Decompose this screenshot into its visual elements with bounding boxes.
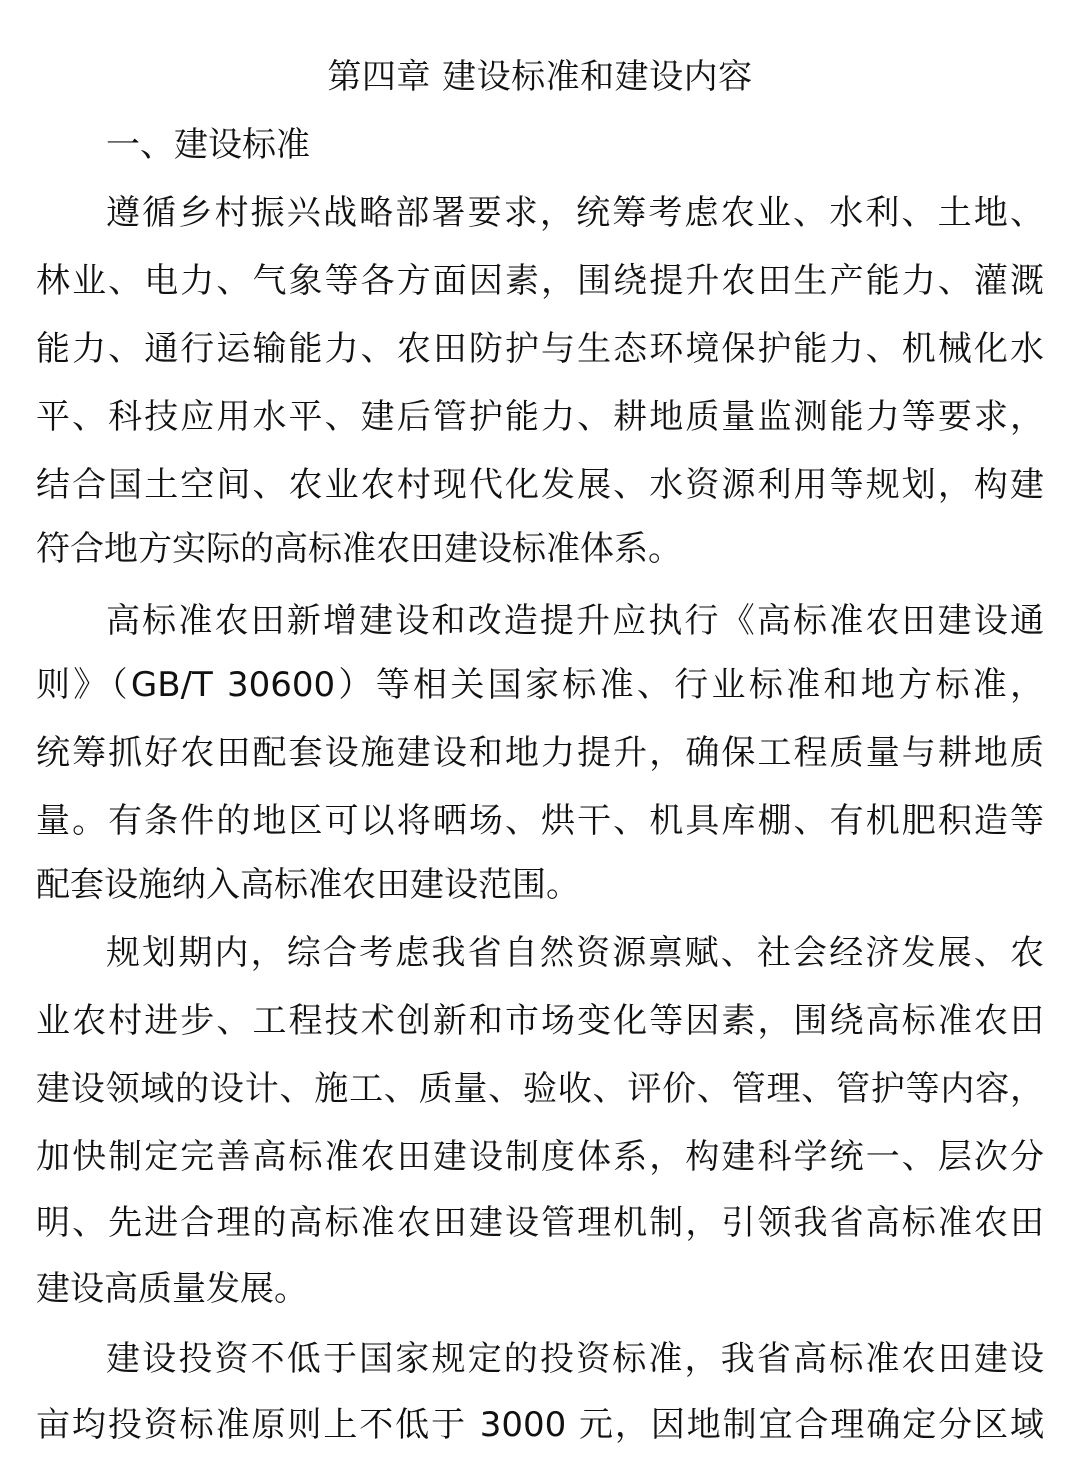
paragraph-1-line-1: 遵循乡村振兴战略部署要求，统筹考虑农业、水利、土地、 xyxy=(106,193,1044,233)
paragraph-3-line-1: 规划期内，综合考虑我省自然资源禀赋、社会经济发展、农 xyxy=(106,933,1044,973)
paragraph-1-line-2: 林业、电力、气象等各方面因素，围绕提升农田生产能力、灌溉 xyxy=(36,261,1044,301)
paragraph-3-line-5: 明、先进合理的高标准农田建设管理机制，引领我省高标准农田 xyxy=(36,1203,1044,1243)
paragraph-4-line-2: 亩均投资标准原则上不低于 3000 元，因地制宜合理确定分区域 xyxy=(36,1405,1044,1445)
paragraph-3-line-3: 建设领域的设计、施工、质量、验收、评价、管理、管护等内容， xyxy=(36,1069,1044,1109)
paragraph-4-line-1: 建设投资不低于国家规定的投资标准，我省高标准农田建设 xyxy=(106,1339,1044,1379)
paragraph-1-line-4: 平、科技应用水平、建后管护能力、耕地质量监测能力等要求， xyxy=(36,397,1044,437)
paragraph-1-line-3: 能力、通行运输能力、农田防护与生态环境保护能力、机械化水 xyxy=(36,329,1044,369)
paragraph-1-line-5: 结合国土空间、农业农村现代化发展、水资源利用等规划，构建 xyxy=(36,465,1044,505)
paragraph-3-line-2: 业农村进步、工程技术创新和市场变化等因素，围绕高标准农田 xyxy=(36,1001,1044,1041)
paragraph-2-line-5: 配套设施纳入高标准农田建设范围。 xyxy=(36,865,580,905)
paragraph-1-line-6: 符合地方实际的高标准农田建设标准体系。 xyxy=(36,529,682,569)
paragraph-3-line-4: 加快制定完善高标准农田建设制度体系，构建科学统一、层次分 xyxy=(36,1137,1044,1177)
paragraph-2-line-1: 高标准农田新增建设和改造提升应执行《高标准农田建设通 xyxy=(106,601,1044,641)
paragraph-2-line-3: 统筹抓好农田配套设施建设和地力提升，确保工程质量与耕地质 xyxy=(36,733,1044,773)
paragraph-3-line-6: 建设高质量发展。 xyxy=(36,1269,308,1309)
paragraph-2-line-4: 量。有条件的地区可以将晒场、烘干、机具库棚、有机肥积造等 xyxy=(36,801,1044,841)
section-heading: 一、建设标准 xyxy=(106,125,310,165)
chapter-title: 第四章 建设标准和建设内容 xyxy=(327,57,753,97)
paragraph-2-line-2: 则》（GB/T 30600）等相关国家标准、行业标准和地方标准， xyxy=(36,665,1044,705)
